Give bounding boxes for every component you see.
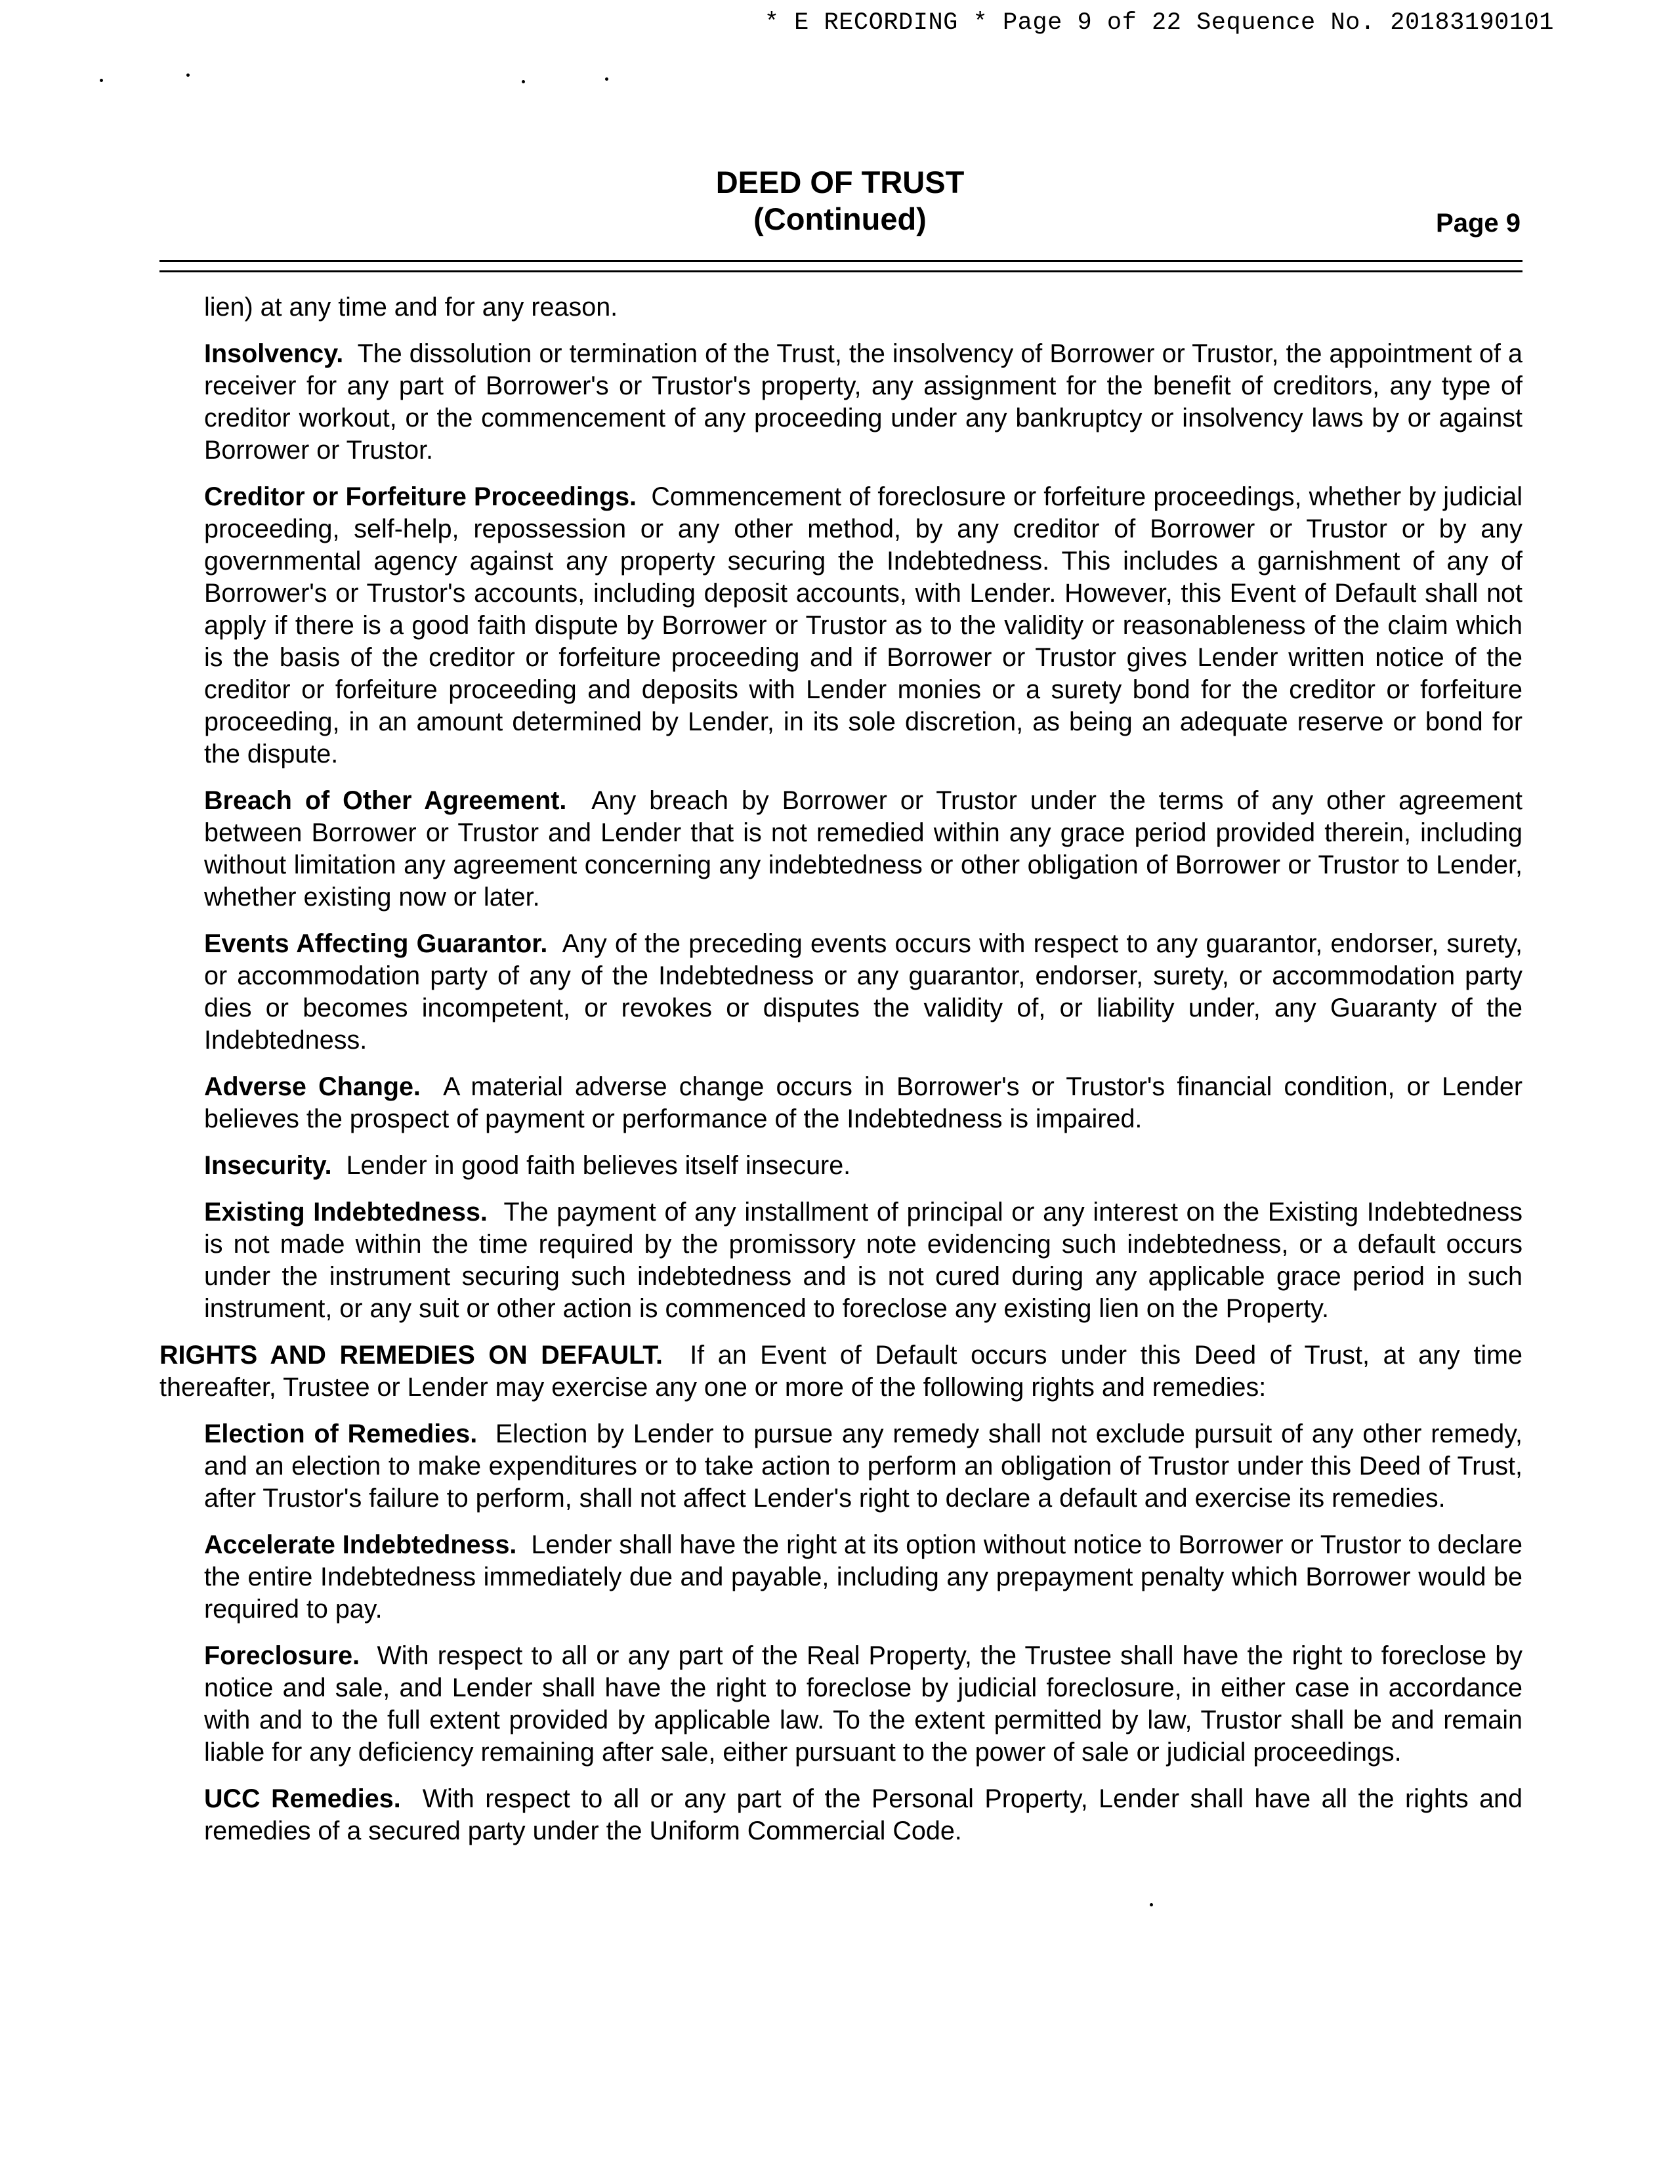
document-title-block [0, 164, 1680, 238]
clause-creditor-proceedings [204, 481, 1522, 770]
recording-stamp: * E RECORDING * Page 9 of 22 Sequence No. 20183190101 [764, 9, 1554, 37]
clause-heading: Existing Indebtedness. [204, 1198, 488, 1227]
clause-text: Any breach by Borrower or Trustor under the terms of any other agreement between Borrower or Trustor and Lender that is not remedied within any grace period provided therein, including without limitation any agreement concerning any indebtedness or other obligation of Borrower or Trustor to Lender, whether existing now or later. [204, 786, 1522, 912]
clause-heading: Insolvency. [204, 339, 344, 368]
section-heading: RIGHTS AND REMEDIES ON DEFAULT. [159, 1341, 663, 1370]
clause-text: The payment of any installment of principal or any interest on the Existing Indebtedness is not made within the time required by the promissory note evidencing such indebtedness, or a default occurs under the instrument securing such indebtedness and is not cured during any applicable grace period in such instrument, or any suit or other action is commenced to foreclose any existing lien on the Property. [204, 1198, 1522, 1323]
page-number: Page 9 [1436, 209, 1521, 238]
clause-breach-other-agreement [204, 785, 1522, 914]
scan-speck [100, 79, 103, 82]
clause-adverse-change [204, 1071, 1522, 1135]
clause-text: Lender shall have the right at its option without notice to Borrower or Trustor to declare the entire Indebtedness immediately due and payable, including any prepayment penalty which Borrower would be required to pay. [204, 1530, 1522, 1624]
header-rule-top [159, 260, 1522, 262]
header-rule-bottom [159, 270, 1522, 272]
clause-text: Election by Lender to pursue any remedy shall not exclude pursuit of any other remedy, and an election to make expenditures or to take action to perform an obligation of Trustor under this Deed of Trust, after Trustor's failure to perform, shall not affect Lender's right to declare a default and exercise its remedies. [204, 1419, 1523, 1513]
clause-heading: Accelerate Indebtedness. [204, 1530, 517, 1559]
scan-speck [186, 74, 190, 77]
clause-text: Commencement of foreclosure or forfeiture proceedings, whether by judicial proceeding, self-help, repossession or any other method, by any creditor of Borrower or Trustor or by any governmental agency against any property securing the Indebtedness. This includes a garnishment of any of Borrower's or Trustor's accounts, including deposit accounts, with Lender. However, this Event of Default shall not apply if there is a good faith dispute by Borrower or Trustor as to the validity or reasonableness of the claim which is the basis of the creditor or forfeiture proceeding and if Borrower or Trustor gives Lender written notice of the creditor or forfeiture proceeding and deposits with Lender monies or a surety bond for the creditor or forfeiture proceeding, in an amount determined by Lender, in its sole discretion, as being an adequate reserve or bond for the dispute. [204, 482, 1522, 768]
clause-text: With respect to all or any part of the Real Property, the Trustee shall have the right to foreclose by notice and sale, and Lender shall have the right to foreclose by judicial foreclosure, in either case in accordance with and to the full extent provided by applicable law. To the extent permitted by law, Trustor shall be and remain liable for any deficiency remaining after sale, either pursuant to the power of sale or judicial proceedings. [204, 1641, 1522, 1767]
clause-existing-indebtedness [204, 1196, 1522, 1325]
clause-insecurity [204, 1150, 1522, 1182]
clause-text: With respect to all or any part of the Personal Property, Lender shall have all the rights and remedies of a secured party under the Uniform Commercial Code. [204, 1784, 1522, 1845]
clause-heading: Foreclosure. [204, 1641, 360, 1670]
scan-speck [522, 80, 525, 83]
clause-heading: Election of Remedies. [204, 1419, 478, 1448]
clause-heading: Creditor or Forfeiture Proceedings. [204, 482, 637, 511]
clause-text: A material adverse change occurs in Borrower's or Trustor's financial condition, or Lender believes the prospect of payment or performance of the Indebtedness is impaired. [204, 1072, 1522, 1133]
document-subtitle: (Continued) [753, 201, 927, 236]
clause-accelerate-indebtedness [204, 1529, 1522, 1626]
scan-speck [605, 77, 608, 81]
clause-election-of-remedies [204, 1418, 1522, 1515]
clause-heading: UCC Remedies. [204, 1784, 401, 1813]
scan-speck [1150, 1903, 1153, 1906]
clause-insolvency [204, 338, 1522, 467]
clause-text: Any of the preceding events occurs with respect to any guarantor, endorser, surety, or accommodation party of any of the Indebtedness or any guarantor, endorser, surety, or accommodation party dies or becomes incompetent, or revokes or disputes the validity of, or liability under, any Guaranty of the Indebtedness. [204, 929, 1523, 1055]
clause-foreclosure [204, 1640, 1522, 1769]
clause-text: Lender in good faith believes itself insecure. [346, 1151, 851, 1180]
clause-heading: Events Affecting Guarantor. [204, 929, 548, 958]
clause-events-affecting-guarantor [204, 928, 1522, 1057]
section-rights-and-remedies [159, 1339, 1522, 1404]
clause-heading: Breach of Other Agreement. [204, 786, 567, 815]
clause-text: The dissolution or termination of the Trust, the insolvency of Borrower or Trustor, the appointment of a receiver for any part of Borrower's or Trustor's property, any assignment for the benefit of creditors, any type of creditor workout, or the commencement of any proceeding under any bankruptcy or insolvency laws by or against Borrower or Trustor. [204, 339, 1522, 465]
clause-heading: Adverse Change. [204, 1072, 421, 1101]
clause-heading: Insecurity. [204, 1151, 332, 1180]
intro-text: lien) at any time and for any reason. [204, 293, 618, 322]
section-text: If an Event of Default occurs under this Deed of Trust, at any time thereafter, Trustee or Lender may exercise any one or more of the following rights and remedies: [159, 1341, 1522, 1402]
document-body [159, 291, 1522, 1862]
clause-ucc-remedies [204, 1783, 1522, 1847]
document-title: DEED OF TRUST [715, 165, 965, 200]
